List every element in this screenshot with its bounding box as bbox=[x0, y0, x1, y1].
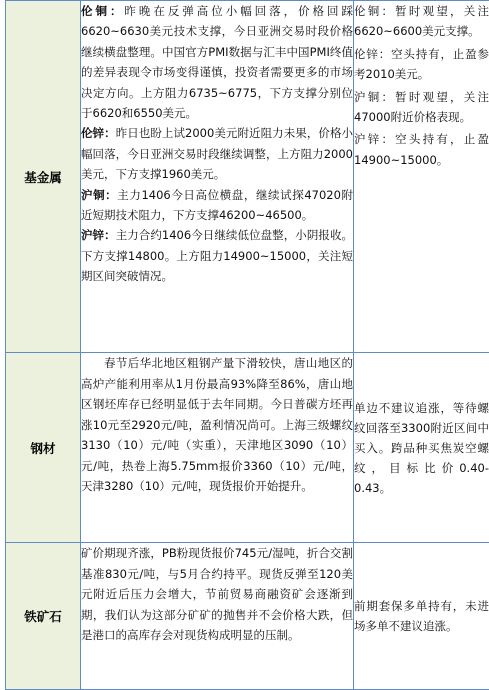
view-iron-ore bbox=[81, 543, 354, 690]
view-text-steel: 春节后华北地区粗钢产量下滑较快，唐山地区的高炉产能利用率从1月份最高93%降至86%，唐山地区钢坯库存已经明显低于去年同期。今日普碳方坯再涨10元至2920元/吨，盈利情况尚可。上海三级螺纹3130（10）元/吨（实重），天津地区3090（10）元/吨，热卷上海5.75mm报价3360（10）元/吨，天津3280（10）元/吨，现货报价开始提升。 bbox=[81, 353, 353, 497]
view-base-metals bbox=[81, 1, 354, 353]
strategy-text-steel: 单边不建议追涨，等待螺纹回落至3300附近区间中买入。跨品种买焦炭空螺纹，目标比价0.40-0.43。 bbox=[354, 398, 489, 498]
strategy-base-metals bbox=[354, 1, 489, 353]
strategy-item-shfe-copper: 沪铜：暂时观望，关注47000附近价格表现。 bbox=[354, 87, 489, 128]
strategy-text-iron-ore: 前期套保多单持有，未进场多单不建议追涨。 bbox=[354, 596, 489, 636]
table-row-base-metals bbox=[6, 1, 489, 353]
strategy-item-lme-copper: 伦铜：暂时观望，关注6620~6600美元支撑。 bbox=[354, 1, 489, 42]
table-row-iron-ore bbox=[6, 543, 489, 690]
strategy-item-shfe-zinc: 沪锌：空头持有，止盈14900~15000。 bbox=[354, 129, 489, 170]
view-item-shfe-copper: 沪铜：主力1406今日高位横盘，继续试探47020附近短期技术阻力，下方支撑46200~46500。 bbox=[81, 185, 353, 226]
table-row-steel bbox=[6, 353, 489, 543]
category-steel: 钢材 bbox=[6, 353, 81, 543]
view-item-lme-zinc: 伦锌：昨日也盼上试2000美元附近阻力未果，价格小幅回落，今日亚洲交易时段继续调整，上方阻力2000美元，下方支撑1960美元。 bbox=[81, 123, 353, 184]
strategy-iron-ore bbox=[354, 543, 489, 690]
view-item-shfe-zinc: 沪锌：主力合约1406今日继续低位盘整，小阴报收。下方支撑14800。上方阻力14900~15000，关注短期区间突破情况。 bbox=[81, 225, 353, 286]
category-base-metals: 基金属 bbox=[6, 1, 81, 353]
commodity-table bbox=[5, 0, 489, 690]
strategy-steel bbox=[354, 353, 489, 543]
category-iron-ore: 铁矿石 bbox=[6, 543, 81, 690]
view-steel bbox=[81, 353, 354, 543]
view-item-lme-copper: 伦铜：昨晚在反弹高位小幅回落，价格回踩6620~6630美元技术支撑，今日亚洲交易时段价格继续横盘整理。中国官方PMI数据与汇丰中国PMI终值的差异表现令市场变得谨慎，投资者需要更多的市场决定方向。上方阻力6735~6775，下方支撑分别位于6620和6550美元。 bbox=[81, 1, 353, 123]
strategy-item-lme-zinc: 伦锌：空头持有，止盈参考2010美元。 bbox=[354, 44, 489, 85]
view-text-iron-ore: 矿价期现齐涨，PB粉现货报价745元/湿吨，折合交割基准830元/吨，与5月合约持平。现货反弹至120美元附近后压力会增大，节前贸易商融资矿会逐渐到期，我们认为这部分矿矿的抛售并不会价格大跌，但是港口的高库存会对现货构成明显的压制。 bbox=[81, 543, 353, 646]
